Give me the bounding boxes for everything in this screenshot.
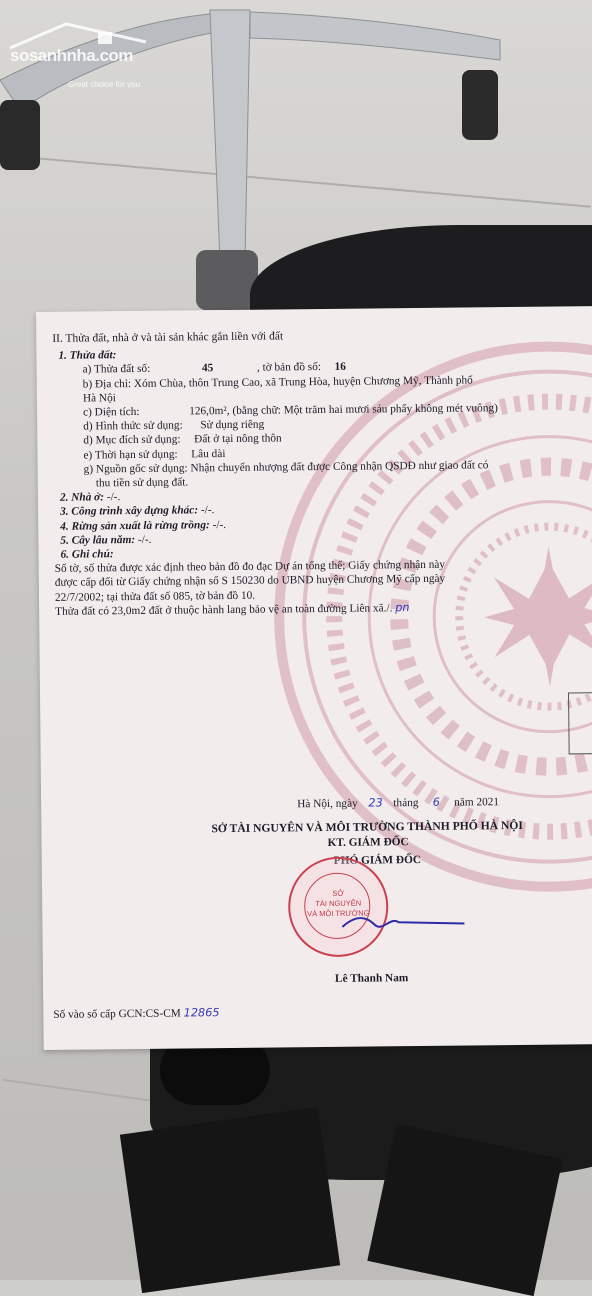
address-label: b) Địa chỉ: — [82, 377, 132, 391]
house-value: -/-. — [106, 491, 121, 504]
notes-line: được cấp đổi từ Giấy chứng nhận số S 150230 do UBND huyện Chương Mỹ cấp ngày — [54, 573, 446, 590]
registry-label: Số vào sổ cấp GCN:CS-CM — [53, 1007, 181, 1021]
notes-line-text: Thửa đất có 23,0m2 đất ở thuộc hành lang bảo vệ an toàn đường Liên xã./. — [55, 602, 393, 618]
date-day: 23 — [368, 796, 383, 810]
parcel-label: a) Thửa đất số: — [82, 363, 151, 376]
address-value: Xóm Chùa, thôn Trung Cao, xã Trung Hòa, huyện Chương Mỹ, Thành phố — [133, 374, 473, 390]
registry-handwritten-number: 12865 — [183, 1006, 220, 1020]
use-form-label: d) Hình thức sử dụng: — [83, 419, 183, 433]
seal-text: SỞ — [332, 888, 344, 898]
seal-text: VÀ MÔI TRƯỜNG — [307, 908, 370, 919]
registry-number — [53, 1006, 219, 1021]
signer-name: Lê Thanh Nam — [334, 972, 409, 985]
seal-text: TÀI NGUYÊN — [315, 898, 362, 909]
notes-line: 22/7/2002; tại thửa đất số 085, tờ bản đồ 10. — [54, 589, 256, 604]
watermark — [6, 18, 156, 90]
parcel-value: 45 — [201, 362, 214, 375]
forest-value: -/-. — [212, 518, 227, 531]
handwritten-signature — [338, 908, 468, 939]
use-term-value: Lâu dài — [191, 447, 226, 461]
deputy-director: PHÓ GIÁM ĐỐC — [333, 853, 422, 867]
watermark-tagline: Great choice for you — [68, 80, 141, 89]
section-title: II. Thửa đất, nhà ở và tài sản khác gắn liền với đất — [52, 330, 284, 345]
use-form-value: Sử dụng riêng — [200, 418, 265, 432]
area-value: 126,0m², (bằng chữ: Một trăm hai mươi sáu phẩy không mét vuông) — [189, 402, 498, 418]
area-label: c) Diện tích: — [82, 405, 140, 419]
map-sheet-value: 16 — [334, 361, 346, 374]
construction-value: -/-. — [200, 504, 215, 517]
date-year: năm 2021 — [454, 796, 500, 809]
house-label: 2. Nhà ở: — [59, 491, 105, 504]
perennial-value: -/-. — [137, 533, 152, 546]
date-month-label: tháng — [393, 797, 419, 810]
notes-line: Số tờ, số thửa được xác định theo bản đồ đo đạc Dự án tổng thể; Giấy chứng nhận này — [54, 558, 446, 576]
handwritten-initials: pn — [395, 600, 410, 615]
official-red-seal — [288, 856, 389, 957]
left-trouser-leg — [120, 1107, 340, 1293]
forest-label: 4. Rừng sản xuất là rừng trồng: — [60, 518, 210, 533]
adjacent-table-edge — [568, 692, 592, 755]
origin-value: Nhận chuyển nhượng đất được Công nhận QSDĐ như giao đất có — [190, 459, 489, 475]
watermark-logo: sosanhnha.com — [10, 46, 133, 65]
use-purpose-value: Đất ở tại nông thôn — [194, 432, 282, 446]
use-term-label: e) Thời hạn sử dụng: — [83, 448, 178, 462]
land-heading: 1. Thửa đất: — [58, 349, 117, 362]
issue-date — [297, 795, 499, 810]
date-prefix: Hà Nội, ngày — [297, 797, 358, 811]
map-sheet-label: , tờ bản đồ số: — [256, 361, 322, 375]
issuing-department: SỞ TÀI NGUYÊN VÀ MÔI TRƯỜNG THÀNH PHỐ HÀ NỘI — [211, 818, 523, 836]
notes-heading: 6. Ghi chú: — [60, 548, 114, 561]
kt-director: KT. GIÁM ĐỐC — [327, 836, 409, 849]
construction-label: 3. Công trình xây dựng khác: — [60, 504, 199, 519]
origin-label: g) Nguồn gốc sử dụng: — [83, 462, 188, 476]
date-month: 6 — [432, 795, 440, 809]
perennial-label: 5. Cây lâu năm: — [60, 533, 136, 547]
use-purpose-label: d) Mục đích sử dụng: — [83, 433, 181, 447]
origin-row-cont: thu tiền sử dụng đất. — [95, 476, 189, 490]
land-certificate-page — [36, 306, 592, 1050]
address-row-cont: Hà Nội — [82, 391, 116, 405]
